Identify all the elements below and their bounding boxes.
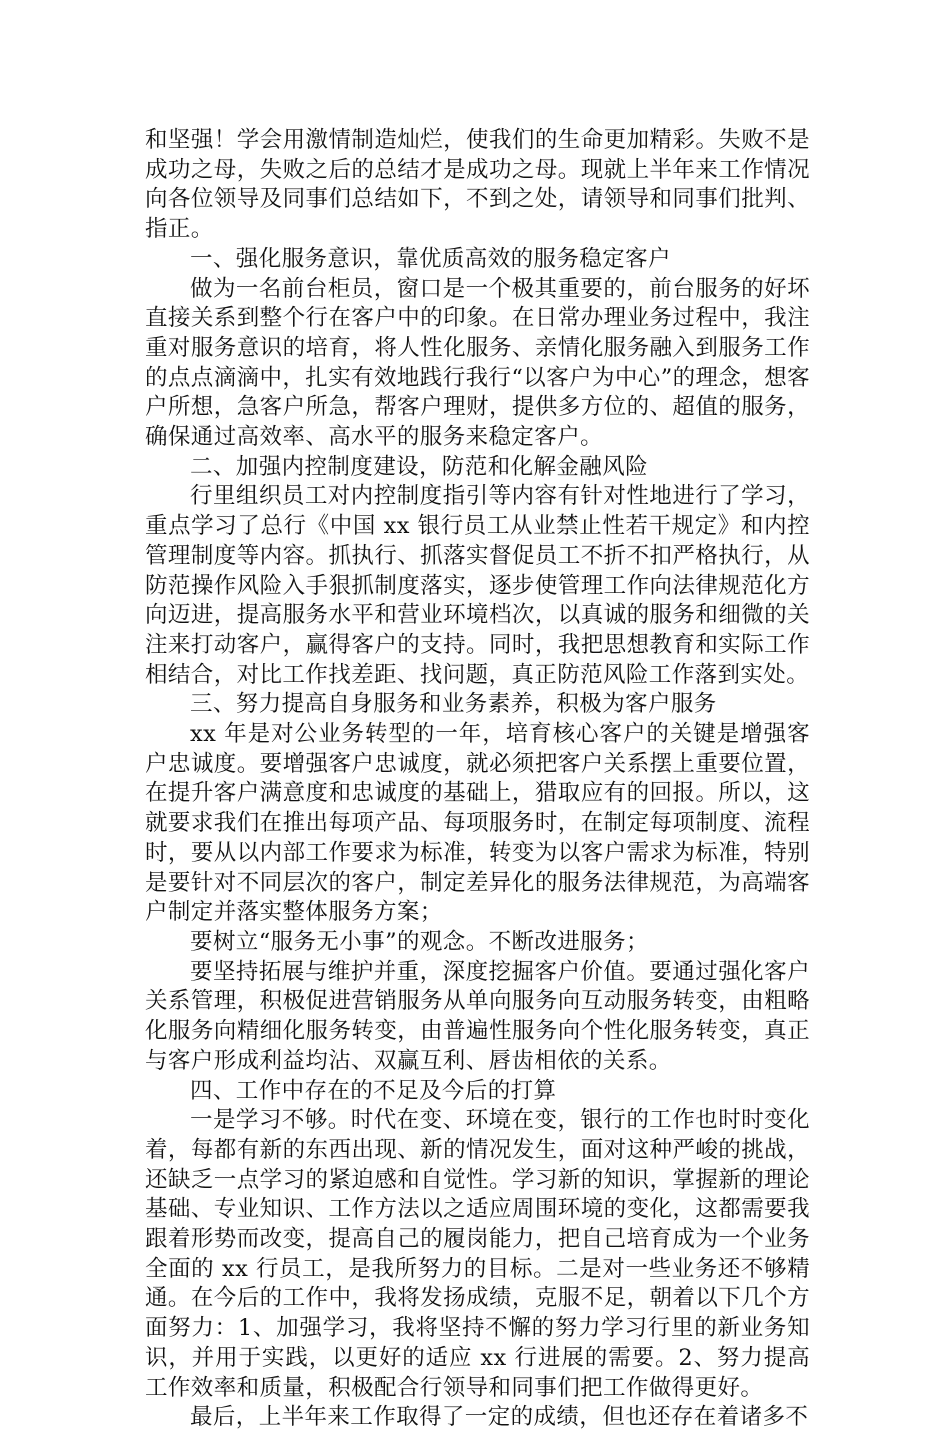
paragraph-intro: 和坚强！学会用激情制造灿烂，使我们的生命更加精彩。失败不是成功之母，失败之后的总结才是成功之母。现就上半年来工作情况向各位领导及同事们总结如下，不到之处，请领导和同事们批判、指正。 [145,127,810,243]
paragraph-service-concept: 要树立“服务无小事”的观念。不断改进服务； [190,928,649,955]
section-heading-3: 三、努力提高自身服务和业务素养，积极为客户服务 [190,691,717,718]
section-heading-1: 一、强化服务意识，靠优质高效的服务稳定客户 [190,245,671,272]
paragraph-conclusion: 最后，上半年来工作取得了一定的成绩，但也还存在着诸多不 [190,1404,809,1431]
paragraph-service: 做为一名前台柜员，窗口是一个极其重要的，前台服务的好坏直接关系到整个行在客户中的印象。在日常办理业务过程中，我注重对服务意识的培育，将人性化服务、亲情化服务融入到服务工作的点点滴滴中，扎实有效地践行我行“以客户为中心”的理念，想客户所想，急客户所急，帮客户理财，提供多方位的、超值的服务，确保通过高效率、高水平的服务来稳定客户。 [145,275,811,451]
paragraph-customer-loyalty: xx 年是对公业务转型的一年，培育核心客户的关键是增强客户忠诚度。要增强客户忠诚度，就必须把客户关系摆上重要位置，在提升客户满意度和忠诚度的基础上，猎取应有的回报。所以，这就要求我们在推出每项产品、每项服务时，在制定每项制度、流程时，要从以内部工作要求为标准，转变为以客户需求为标准，特别是要针对不同层次的客户，制定差异化的服务法律规范，为高端客户制定并落实整体服务方案； [145,721,810,926]
section-heading-4: 四、工作中存在的不足及今后的打算 [190,1077,557,1104]
section-heading-2: 二、加强内控制度建设，防范和化解金融风险 [190,453,649,480]
paragraph-internal-control: 行里组织员工对内控制度指引等内容有针对性地进行了学习，重点学习了总行《中国 xx 银行员工从业禁止性若干规定》和内控管理制度等内容。抓执行、抓落实督促员工不折不扣严格执行，从防范操作风险入手狠抓制度落实，逐步使管理工作向法律规范化方向迈进，提高服务水平和营业环境档次，以真诚的服务和细微的关注来打动客户，赢得客户的支持。同时，我把思想教育和实际工作相结合，对比工作找差距、找问题，真正防范风险工作落到实处。 [145,483,810,688]
paragraph-customer-value: 要坚持拓展与维护并重，深度挖掘客户价值。要通过强化客户关系管理，积极促进营销服务从单向服务向互动服务转变，由粗略化服务向精细化服务转变，由普遍性服务向个性化服务转变，真正与客户形成利益均沾、双赢互利、唇齿相依的关系。 [145,958,810,1074]
document-body [145,126,810,1433]
paragraph-shortcomings: 一是学习不够。时代在变、环境在变，银行的工作也时时变化着，每都有新的东西出现、新的情况发生，面对这种严峻的挑战，还缺乏一点学习的紧迫感和自觉性。学习新的知识，掌握新的理论基础、专业知识、工作方法以之适应周围环境的变化，这都需要我跟着形势而改变，提高自己的履岗能力，把自己培育成为一个业务全面的 xx 行员工，是我所努力的目标。二是对一些业务还不够精通。在今后的工作中，我将发扬成绩，克服不足，朝着以下几个方面努力：1、加强学习，我将坚持不懈的努力学习行里的新业务知识，并用于实践，以更好的适应 xx 行进展的需要。2、努力提高工作效率和质量，积极配合行领导和同事们把工作做得更好。 [145,1107,810,1401]
